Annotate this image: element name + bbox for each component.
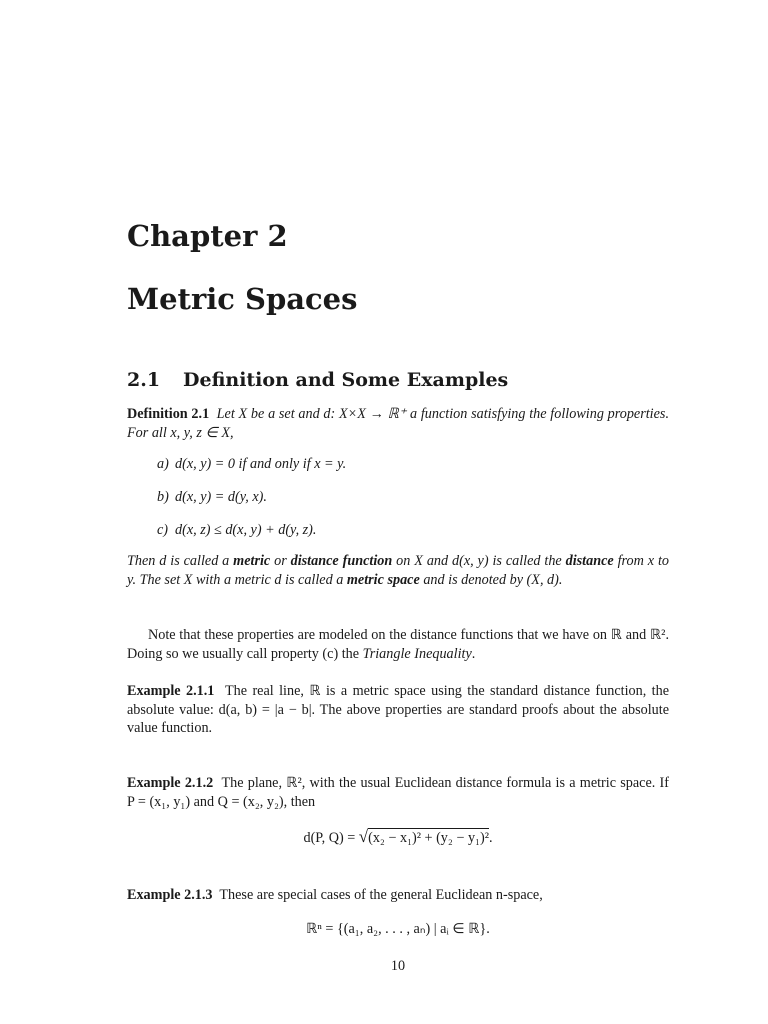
definition-conclusion	[127, 552, 669, 589]
conclusion-text: and is denoted by (X, d).	[419, 571, 563, 588]
page-number: 10	[390, 958, 406, 974]
example-paragraph	[127, 774, 669, 811]
example-label: Example 2.1.2	[127, 775, 214, 791]
property-marker: c)	[157, 522, 169, 538]
conclusion-text: from x to y. The set X with a metric d is called a	[127, 553, 669, 588]
sqrt-symbol: √	[358, 827, 369, 846]
conclusion-text: Then d is called a	[127, 553, 234, 569]
definition-intro	[127, 405, 669, 442]
term-metric: metric	[233, 553, 271, 569]
note-emphasis: Triangle Inequality	[362, 645, 472, 662]
example-label: Example 2.1.1	[127, 683, 215, 699]
property-text: d(x, y) = 0 if and only if x = y.	[175, 456, 347, 472]
section-heading	[127, 366, 508, 394]
property-item	[157, 455, 669, 474]
euclidean-space-equation: ℝⁿ = {(a₁, a₂, . . . , aₙ) | aᵢ ∈ ℝ}.	[306, 921, 490, 937]
section-title: Definition and Some Examples	[183, 369, 509, 391]
chapter-title: Metric Spaces	[127, 282, 358, 316]
distance-equation	[127, 827, 669, 848]
conclusion-text: on X and d(x, y) is called the	[392, 553, 566, 569]
example-paragraph	[127, 886, 669, 905]
property-item	[157, 521, 669, 540]
note-end: .	[471, 645, 476, 662]
example-text: These are special cases of the general Euclidean n-space,	[219, 887, 543, 903]
definition-intro-text: Let X be a set and d: X×X → ℝ⁺ a function satisfying the following properties. For all x, y, z ∈ X,	[127, 406, 669, 441]
section-number: 2.1	[127, 369, 161, 391]
property-item	[157, 488, 669, 507]
example-label: Example 2.1.3	[127, 887, 213, 903]
equation-radicand: (x₂ − x₁)² + (y₂ − y₁)²	[368, 830, 489, 846]
property-marker: b)	[157, 489, 169, 505]
example-text: The real line, ℝ is a metric space using the standard distance function, the absolute value: d(a, b) = |a − b|. The above properties are standard proofs about the absolute value function.	[127, 683, 669, 736]
term-distance-function: distance function	[290, 553, 393, 569]
chapter-heading: Chapter 2	[127, 219, 288, 253]
property-marker: a)	[157, 456, 169, 472]
example-text: The plane, ℝ², with the usual Euclidean distance formula is a metric space. If P = (x₁, y₁) and Q = (x₂, y₂), then	[127, 775, 669, 810]
term-distance: distance	[565, 553, 614, 569]
note-text: Note that these properties are modeled on the distance functions that we have on ℝ and ℝ². Doing so we usually call property (c) the	[127, 627, 669, 662]
equation-end: .	[488, 830, 493, 846]
note-paragraph	[127, 626, 669, 663]
property-text: d(x, y) = d(y, x).	[175, 489, 267, 505]
equation-lhs: d(P, Q) =	[303, 830, 359, 846]
definition-label: Definition 2.1	[127, 406, 210, 422]
example-paragraph	[127, 682, 669, 738]
term-metric-space: metric space	[346, 571, 420, 588]
property-text: d(x, z) ≤ d(x, y) + d(y, z).	[175, 522, 317, 538]
conclusion-text: or	[270, 553, 291, 569]
